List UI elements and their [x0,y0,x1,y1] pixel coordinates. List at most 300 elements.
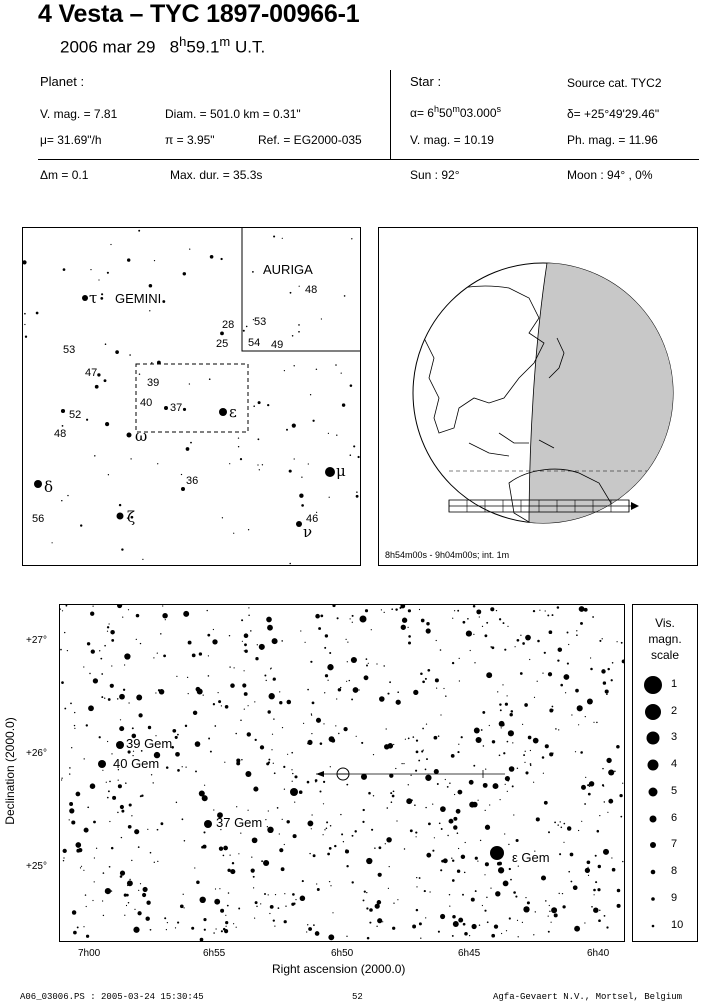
field-star [434,769,439,774]
field-star [329,881,330,882]
field-star [146,917,150,921]
field-star [327,680,328,681]
field-star [316,718,321,723]
field-star [263,860,269,866]
field-star [111,639,114,642]
field-star [597,830,600,833]
field-star [110,684,114,688]
field-star [328,934,334,940]
field-star [284,789,285,790]
y-axis-label: Declination (2000.0) [3,717,17,825]
field-star [523,754,525,756]
scale-dot-3 [647,732,660,745]
field-star [366,858,372,864]
field-star [152,782,153,783]
field-star [395,608,397,610]
scale-title-line3: scale [650,648,679,662]
finder-chart [22,227,361,566]
label-37: 37 [170,402,183,414]
field-star [544,652,546,654]
label-48: 48 [54,428,67,440]
field-star [180,904,184,908]
field-star [405,739,406,740]
field-star [101,673,103,675]
field-star [215,888,216,889]
field-star [513,891,516,894]
field-star [449,906,450,907]
field-star [611,679,613,681]
field-star [425,775,431,781]
field-star [471,898,475,902]
scale-label-10: 10 [671,919,684,931]
field-star [591,906,593,908]
field-star [236,758,240,762]
field-star [513,814,514,815]
scale-dot-8 [651,870,656,875]
field-star [557,824,558,825]
star-mu-gem [325,467,335,477]
field-star [494,924,498,928]
field-star [619,794,622,797]
field-star [369,922,371,924]
field-star [301,504,304,507]
field-star [151,362,152,363]
field-star [299,494,303,498]
field-star [245,650,248,653]
field-star [74,712,75,713]
field-star [62,610,63,611]
field-star [368,663,369,664]
field-star [366,665,368,667]
field-star [93,678,98,683]
field-star [73,931,77,935]
field-star [199,652,202,655]
field-star [61,778,62,779]
field-star [524,703,528,707]
field-star [522,642,525,645]
field-star [503,622,505,624]
field-star [585,716,586,717]
star-delta-gem [34,480,42,488]
field-star [459,680,460,681]
scale-dot-9 [651,897,655,901]
event-date: 2006 mar 29 [60,37,156,57]
field-star [218,692,219,693]
field-star [454,610,455,611]
field-star [584,803,586,805]
field-star [140,643,141,644]
event-time-hours: 8 [169,37,180,57]
field-star [332,912,333,913]
field-star [90,269,91,270]
field-star [191,927,194,930]
field-star [353,687,359,693]
field-star [106,782,107,783]
star-tau-gem [82,295,88,301]
field-star [326,827,328,829]
field-star [102,900,103,901]
field-star [501,723,504,726]
field-star [551,922,552,923]
label-epsilon: ε [229,403,237,421]
field-star [224,762,225,763]
field-star [97,373,100,376]
field-star [564,674,570,680]
field-star [390,792,392,794]
field-star [149,310,150,311]
star-declination: δ= +25°49'29.46" [567,107,660,121]
field-star [221,930,223,932]
field-star [457,869,460,872]
field-star [593,889,596,892]
field-star [408,609,411,612]
field-star [111,847,114,850]
page-title: 4 Vesta – TYC 1897-00966-1 [38,0,360,28]
field-star [545,610,546,611]
field-star [614,771,616,773]
field-star [421,750,423,752]
label-54: 54 [248,337,261,349]
field-star [515,646,516,647]
field-star [94,881,95,882]
field-star [281,867,285,871]
field-star [23,260,27,264]
field-star [558,729,559,730]
field-star [221,705,222,706]
field-star [453,825,457,829]
field-star [432,850,434,852]
field-star [212,639,217,644]
field-star [517,639,520,642]
field-star [63,849,67,853]
field-star [336,698,337,699]
shadow-direction-arrow [631,502,639,510]
field-star [61,779,62,780]
field-star [389,681,391,683]
field-star [225,705,229,709]
field-star [111,665,112,666]
field-star [83,666,84,667]
hour-unit: h [179,34,187,49]
gemini-label: GEMINI [115,291,162,306]
field-star [530,750,531,751]
field-star [202,795,208,801]
field-star [240,458,242,460]
field-star [214,899,220,905]
field-star [385,843,386,844]
field-star [388,743,394,749]
field-star [266,680,267,681]
field-star [268,810,269,811]
field-star [166,766,169,769]
x-tick-6h45: 6h45 [458,948,481,959]
field-star [102,770,103,771]
field-star [530,765,531,766]
field-star [279,833,280,834]
field-star [356,736,357,737]
field-star [559,893,560,894]
field-star [551,907,557,913]
field-star [213,932,215,934]
field-star [584,608,588,612]
field-star [518,936,519,937]
field-star [222,517,223,518]
field-star [140,795,142,797]
field-star [473,605,476,608]
field-star [270,905,274,909]
field-star [294,802,295,803]
field-star [324,692,325,693]
field-star [386,728,387,729]
field-star [475,890,477,892]
field-star [291,752,293,754]
field-star [507,626,508,627]
field-star [227,869,230,872]
field-star [449,782,450,783]
field-star [157,463,158,464]
star-39-gem [116,741,124,749]
field-star [122,616,123,617]
field-star [175,927,176,928]
field-star [90,612,94,616]
field-star [423,749,424,750]
field-star [452,859,454,861]
field-star [136,695,142,701]
field-star [350,618,351,619]
field-star [559,853,561,855]
field-star [486,622,488,624]
field-star [282,819,283,820]
field-star [543,773,544,774]
field-star [310,394,311,395]
field-star [62,425,64,427]
field-star [109,623,110,624]
field-star [579,606,585,612]
field-star [366,907,368,909]
field-star [229,854,230,855]
field-star [440,869,442,871]
field-star [451,754,455,758]
field-star [111,753,112,754]
field-star [136,639,137,640]
field-star [496,610,497,611]
field-star [371,629,372,630]
field-star [517,920,518,921]
ra-minute-unit: m [452,104,460,114]
field-star [473,765,475,767]
field-star [505,703,508,706]
field-star [469,780,474,785]
field-star [497,691,498,692]
field-star [562,893,563,894]
field-star [203,831,205,833]
field-star [549,905,550,906]
field-star [252,837,258,843]
field-star [522,922,523,923]
field-star [153,657,154,658]
field-star [323,803,324,804]
field-star [605,689,609,693]
field-star [260,903,261,904]
field-star [163,655,166,658]
field-star [238,437,239,438]
field-star [230,683,235,688]
field-star [204,785,205,786]
scale-label-8: 8 [671,865,678,877]
field-star [352,835,354,837]
field-star [512,742,513,743]
field-star [61,409,65,413]
field-star [329,847,332,850]
field-star [548,831,550,833]
field-star [404,848,405,849]
field-star [474,662,475,663]
field-star [604,915,606,917]
field-star [515,896,517,898]
field-star [602,768,604,770]
field-star [392,795,395,798]
field-star [593,722,594,723]
field-star [451,858,452,859]
field-star [210,751,212,753]
field-star [69,808,74,813]
field-star [253,405,255,407]
field-star [578,830,579,831]
field-star [330,825,332,827]
field-star [139,373,140,374]
field-star [138,713,142,717]
field-star [552,709,553,710]
field-star [134,909,135,910]
field-star [441,860,444,863]
field-star [307,924,308,925]
field-star [126,894,129,897]
field-star [319,790,321,792]
field-star [408,784,409,785]
label-37-gem: 37 Gem [216,815,263,830]
ra-second-unit: s [496,104,502,114]
field-star [520,635,521,636]
field-star [251,868,255,872]
field-star [560,684,563,687]
scale-label-9: 9 [671,892,678,904]
field-star [509,868,511,870]
field-star [142,893,146,897]
field-star [525,751,526,752]
field-star [136,614,140,618]
field-star [408,627,409,628]
field-star [127,258,130,261]
event-time-minutes: 59.1 [186,37,220,57]
field-star [368,792,371,795]
star-omega-gem [127,433,132,438]
field-star [617,904,621,908]
field-star [96,848,97,849]
field-star [440,714,441,715]
field-star [585,777,586,778]
field-star [585,868,590,873]
field-star [80,524,82,526]
field-star [542,756,545,759]
field-star [612,868,616,872]
field-star [525,771,528,774]
field-star [86,906,87,907]
field-star [315,931,320,936]
scale-dot-7 [650,842,656,848]
star-37-gem [164,406,168,410]
field-star [268,710,271,713]
field-star [484,634,487,637]
globe-caption: 8h54m00s - 9h04m00s; int. 1m [385,550,510,560]
field-star [107,631,108,632]
field-star [189,383,190,384]
field-star [487,921,489,923]
field-star [329,652,331,654]
field-star [495,891,500,896]
field-star [105,888,111,894]
x-axis-label: Right ascension (2000.0) [272,962,406,976]
star-field-top [360,616,367,623]
field-star [608,769,614,775]
field-star [80,867,81,868]
footer-file-info: A06_03006.PS : 2005-03-24 15:30:45 [20,992,204,1002]
planet-diameter: Diam. = 501.0 km = 0.31" [165,107,301,121]
field-star [236,927,237,928]
field-star [265,819,266,820]
field-star [253,876,255,878]
field-star [382,921,383,922]
field-star [574,888,576,890]
field-star [436,688,437,689]
field-star [255,739,257,741]
field-star [486,897,487,898]
field-star [503,752,505,754]
field-star [132,727,134,729]
field-star [441,828,443,830]
field-star [264,893,266,895]
field-star [479,616,480,617]
field-star [344,295,346,297]
field-star [412,925,416,929]
field-star [383,665,384,666]
field-star [308,463,309,464]
field-star [292,773,293,774]
field-star [486,672,492,678]
field-star [418,760,420,762]
field-star [445,779,446,780]
field-star [244,643,247,646]
field-star [607,812,608,813]
field-star [533,934,534,935]
field-star [352,881,354,883]
field-star [240,833,241,834]
field-star [138,890,139,891]
field-star [119,504,121,506]
field-star [501,727,502,728]
field-star [539,610,540,611]
field-star [52,542,53,543]
planet-vmag: V. mag. = 7.81 [40,107,118,121]
field-star [440,649,442,651]
field-star [505,784,506,785]
field-star [479,924,480,925]
field-star [492,740,495,743]
field-star [498,867,504,873]
field-star [343,841,344,842]
field-star [108,790,110,792]
field-star [278,907,280,909]
field-star [261,860,263,862]
